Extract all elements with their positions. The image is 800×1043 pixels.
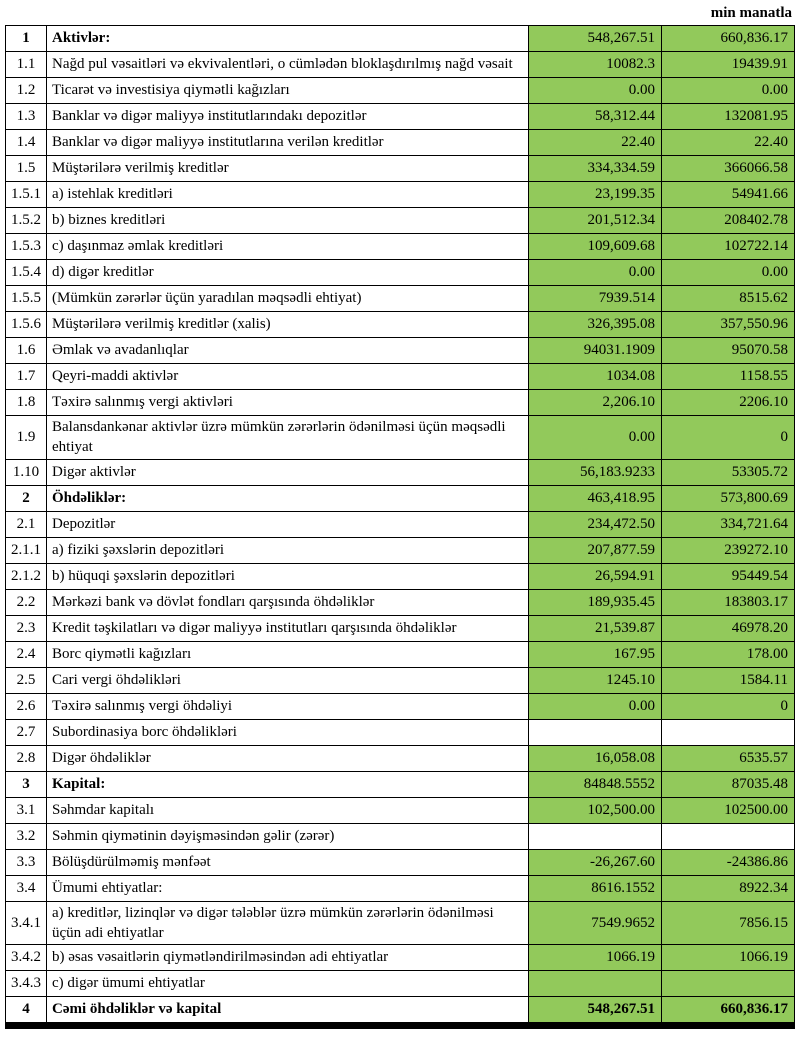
value-column1-cell: 94031.1909 [529,338,662,364]
value-column2-cell [662,823,795,849]
row-number-cell: 1.6 [6,338,47,364]
row-number-cell: 1.4 [6,130,47,156]
value-column2-cell: 7856.15 [662,901,795,945]
row-label-cell: Depozitlər [47,511,529,537]
value-column1-cell: 16,058.08 [529,745,662,771]
row-number-cell: 1.5.3 [6,234,47,260]
row-label-cell: (Mümkün zərərlər üçün yaradılan məqsədli ehtiyat) [47,286,529,312]
table-row [6,52,795,78]
value-column1-cell: 0.00 [529,78,662,104]
row-number-cell: 2.4 [6,641,47,667]
table-row [6,797,795,823]
value-column2-cell: 53305.72 [662,459,795,485]
row-number-cell: 3.1 [6,797,47,823]
row-number-cell: 2.1.2 [6,563,47,589]
row-label-cell: Bölüşdürülməmiş mənfəət [47,849,529,875]
value-column2-cell: 8922.34 [662,875,795,901]
row-label-cell: a) fiziki şəxslərin depozitləri [47,537,529,563]
row-label-cell: Borc qiymətli kağızları [47,641,529,667]
row-number-cell: 3.4 [6,875,47,901]
row-number-cell: 1.5.4 [6,260,47,286]
row-number-cell: 1.3 [6,104,47,130]
value-column1-cell: 189,935.45 [529,589,662,615]
value-column1-cell: 56,183.9233 [529,459,662,485]
value-column2-cell: 1066.19 [662,945,795,971]
value-column1-cell: 0.00 [529,260,662,286]
row-number-cell: 1.5.5 [6,286,47,312]
value-column2-cell [662,971,795,997]
table-row [6,823,795,849]
value-column2-cell: 357,550.96 [662,312,795,338]
value-column2-cell: 0.00 [662,78,795,104]
value-column1-cell: 84848.5552 [529,771,662,797]
row-label-cell: Digər aktivlər [47,459,529,485]
row-label-cell: Səhmin qiymətinin dəyişməsindən gəlir (zərər) [47,823,529,849]
row-label-cell: d) digər kreditlər [47,260,529,286]
value-column2-cell: 54941.66 [662,182,795,208]
value-column2-cell: 1584.11 [662,667,795,693]
row-number-cell: 1.5.1 [6,182,47,208]
row-label-cell: Nağd pul vəsaitləri və ekvivalentləri, o cümlədən bloklaşdırılmış nağd vəsait [47,52,529,78]
row-label-cell: Banklar və digər maliyyə institutlarına verilən kreditlər [47,130,529,156]
value-column2-cell: 1158.55 [662,364,795,390]
row-label-cell: b) əsas vəsaitlərin qiymətləndirilməsindən adi ehtiyatlar [47,945,529,971]
value-column2-cell: 660,836.17 [662,26,795,52]
table-row [6,997,795,1026]
row-label-cell: Ümumi ehtiyatlar: [47,875,529,901]
row-number-cell: 2.3 [6,615,47,641]
balance-sheet-table-body [6,26,795,1026]
table-row [6,511,795,537]
table-row [6,667,795,693]
row-number-cell: 2.6 [6,693,47,719]
value-column1-cell: 26,594.91 [529,563,662,589]
row-label-cell: Balansdankənar aktivlər üzrə mümkün zərərlərin ödənilməsi üçün məqsədli ehtiyat [47,416,529,460]
table-row [6,208,795,234]
value-column1-cell: 109,609.68 [529,234,662,260]
value-column2-cell: 95449.54 [662,563,795,589]
table-row [6,971,795,997]
value-column2-cell: 102500.00 [662,797,795,823]
value-column1-cell: 23,199.35 [529,182,662,208]
row-label-cell: Aktivlər: [47,26,529,52]
row-number-cell: 3 [6,771,47,797]
table-row [6,260,795,286]
row-number-cell: 3.4.2 [6,945,47,971]
value-column1-cell: 207,877.59 [529,537,662,563]
table-row [6,537,795,563]
value-column2-cell: 95070.58 [662,338,795,364]
value-column2-cell: 334,721.64 [662,511,795,537]
table-row [6,901,795,945]
table-row [6,104,795,130]
table-row [6,364,795,390]
row-number-cell: 1.10 [6,459,47,485]
table-row [6,78,795,104]
row-number-cell: 3.4.1 [6,901,47,945]
table-row [6,130,795,156]
table-row [6,719,795,745]
row-number-cell: 1.9 [6,416,47,460]
row-label-cell: a) kreditlər, lizinqlər və digər tələblər üzrə mümkün zərərlərin ödənilməsi üçün adi ehtiyatlar [47,901,529,945]
row-label-cell: Müştərilərə verilmiş kreditlər [47,156,529,182]
row-number-cell: 1.1 [6,52,47,78]
value-column1-cell: 463,418.95 [529,485,662,511]
value-column2-cell: 0 [662,693,795,719]
table-row [6,234,795,260]
row-number-cell: 2.7 [6,719,47,745]
value-column2-cell: 573,800.69 [662,485,795,511]
unit-label: min manatla [710,5,792,21]
value-column2-cell: 183803.17 [662,589,795,615]
row-number-cell: 1.5.6 [6,312,47,338]
row-label-cell: Banklar və digər maliyyə institutlarındakı depozitlər [47,104,529,130]
value-column1-cell [529,971,662,997]
table-row [6,875,795,901]
row-label-cell: c) digər ümumi ehtiyatlar [47,971,529,997]
value-column2-cell: 239272.10 [662,537,795,563]
row-label-cell: Kapital: [47,771,529,797]
value-column1-cell [529,823,662,849]
value-column1-cell: 7939.514 [529,286,662,312]
row-label-cell: Səhmdar kapitalı [47,797,529,823]
row-number-cell: 2.1 [6,511,47,537]
table-row [6,771,795,797]
table-row [6,390,795,416]
row-label-cell: Qeyri-maddi aktivlər [47,364,529,390]
row-number-cell: 2.5 [6,667,47,693]
value-column1-cell: 0.00 [529,416,662,460]
value-column2-cell: -24386.86 [662,849,795,875]
row-number-cell: 3.3 [6,849,47,875]
table-row [6,156,795,182]
table-row [6,945,795,971]
row-label-cell: Təxirə salınmış vergi aktivləri [47,390,529,416]
row-number-cell: 3.2 [6,823,47,849]
value-column1-cell: 548,267.51 [529,26,662,52]
row-label-cell: b) biznes kreditləri [47,208,529,234]
value-column2-cell [662,719,795,745]
table-row [6,459,795,485]
row-number-cell: 2 [6,485,47,511]
row-label-cell: Əmlak və avadanlıqlar [47,338,529,364]
table-row [6,745,795,771]
row-label-cell: Kredit təşkilatları və digər maliyyə institutları qarşısında öhdəliklər [47,615,529,641]
row-label-cell: Mərkəzi bank və dövlət fondları qarşısında öhdəliklər [47,589,529,615]
value-column2-cell: 2206.10 [662,390,795,416]
value-column1-cell: 102,500.00 [529,797,662,823]
value-column2-cell: 22.40 [662,130,795,156]
row-label-cell: b) hüquqi şəxslərin depozitləri [47,563,529,589]
value-column2-cell: 46978.20 [662,615,795,641]
table-row [6,641,795,667]
table-row [6,485,795,511]
value-column1-cell: 58,312.44 [529,104,662,130]
row-number-cell: 1.5 [6,156,47,182]
value-column2-cell: 0 [662,416,795,460]
row-number-cell: 1.8 [6,390,47,416]
row-number-cell: 2.1.1 [6,537,47,563]
table-row [6,693,795,719]
value-column1-cell: 167.95 [529,641,662,667]
value-column1-cell: 22.40 [529,130,662,156]
balance-sheet-table [5,25,795,1029]
value-column1-cell: 548,267.51 [529,997,662,1026]
row-label-cell: Subordinasiya borc öhdəlikləri [47,719,529,745]
row-label-cell: Təxirə salınmış vergi öhdəliyi [47,693,529,719]
value-column1-cell: 7549.9652 [529,901,662,945]
table-row [6,286,795,312]
table-row [6,849,795,875]
value-column2-cell: 6535.57 [662,745,795,771]
value-column1-cell: -26,267.60 [529,849,662,875]
row-label-cell: Müştərilərə verilmiş kreditlər (xalis) [47,312,529,338]
row-label-cell: Cari vergi öhdəlikləri [47,667,529,693]
value-column2-cell: 8515.62 [662,286,795,312]
value-column2-cell: 178.00 [662,641,795,667]
table-row [6,589,795,615]
value-column2-cell: 102722.14 [662,234,795,260]
value-column2-cell: 132081.95 [662,104,795,130]
value-column2-cell: 0.00 [662,260,795,286]
value-column1-cell: 0.00 [529,693,662,719]
table-row [6,416,795,460]
value-column1-cell: 21,539.87 [529,615,662,641]
value-column1-cell: 201,512.34 [529,208,662,234]
row-label-cell: Cəmi öhdəliklər və kapital [47,997,529,1026]
value-column1-cell: 334,334.59 [529,156,662,182]
table-row [6,563,795,589]
value-column2-cell: 87035.48 [662,771,795,797]
value-column1-cell: 2,206.10 [529,390,662,416]
value-column2-cell: 208402.78 [662,208,795,234]
value-column1-cell: 1245.10 [529,667,662,693]
value-column1-cell: 326,395.08 [529,312,662,338]
value-column1-cell: 8616.1552 [529,875,662,901]
table-row [6,182,795,208]
value-column1-cell: 1066.19 [529,945,662,971]
row-number-cell: 1.7 [6,364,47,390]
value-column1-cell: 234,472.50 [529,511,662,537]
value-column1-cell: 10082.3 [529,52,662,78]
row-number-cell: 1 [6,26,47,52]
row-label-cell: a) istehlak kreditləri [47,182,529,208]
table-row [6,312,795,338]
row-number-cell: 1.2 [6,78,47,104]
table-row [6,615,795,641]
value-column2-cell: 19439.91 [662,52,795,78]
row-number-cell: 4 [6,997,47,1026]
row-label-cell: Ticarət və investisiya qiymətli kağızları [47,78,529,104]
row-number-cell: 2.8 [6,745,47,771]
row-label-cell: Digər öhdəliklər [47,745,529,771]
row-number-cell: 3.4.3 [6,971,47,997]
value-column1-cell: 1034.08 [529,364,662,390]
row-label-cell: Öhdəliklər: [47,485,529,511]
row-number-cell: 2.2 [6,589,47,615]
table-row [6,338,795,364]
value-column1-cell [529,719,662,745]
value-column2-cell: 660,836.17 [662,997,795,1026]
row-number-cell: 1.5.2 [6,208,47,234]
row-label-cell: c) daşınmaz əmlak kreditləri [47,234,529,260]
value-column2-cell: 366066.58 [662,156,795,182]
table-row [6,26,795,52]
